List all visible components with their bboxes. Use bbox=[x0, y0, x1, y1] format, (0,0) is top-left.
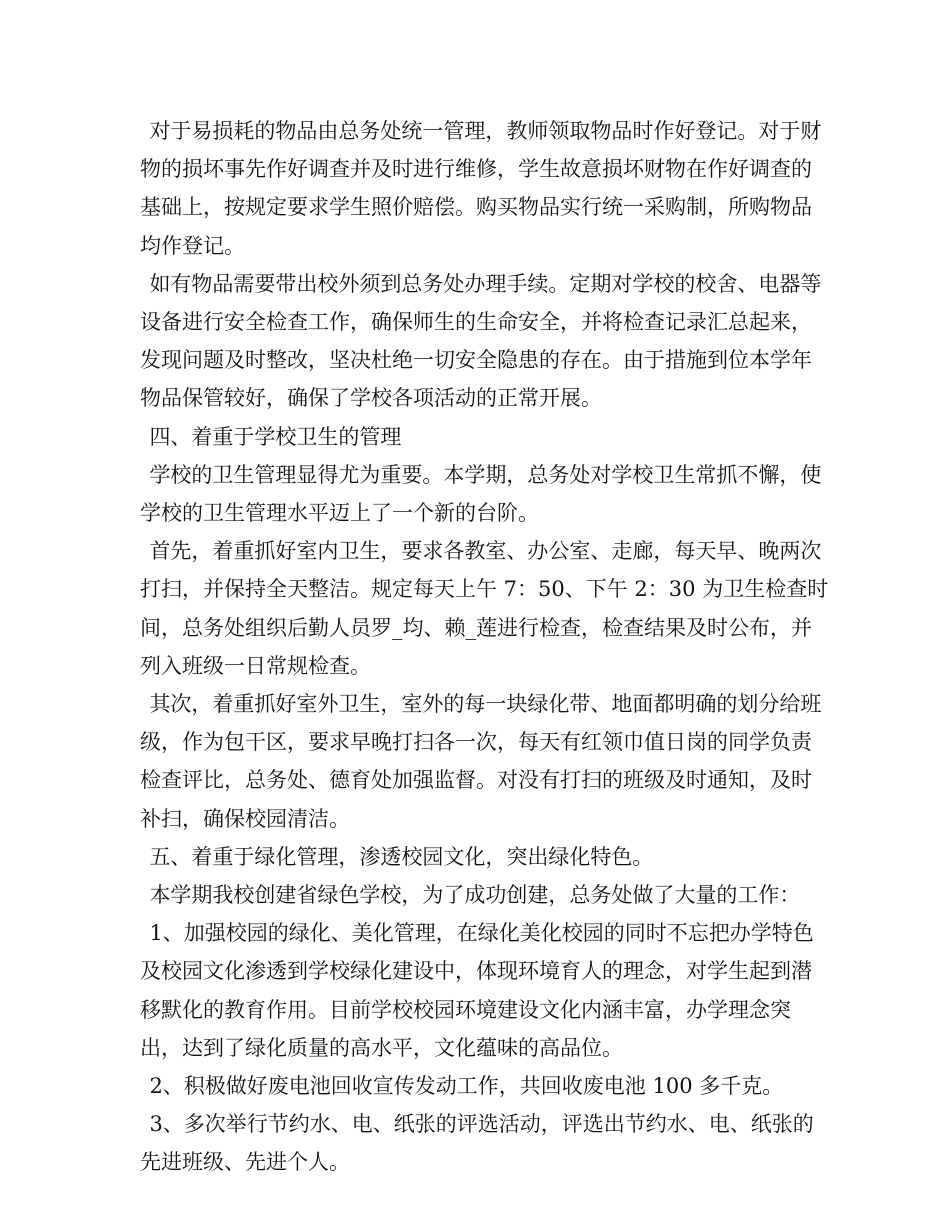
paragraph-safety-inspection: 如有物品需要带出校外须到总务处办理手续。定期对学校的校舍、电器等设备进行安全检查工作，确保师生的生命安全，并将检查记录汇总起来，发现问题及时整改，坚决杜绝一切安全隐患的存在。由于措施到位本学年物品保管较好，确保了学校各项活动的正常开展。 bbox=[140, 271, 822, 411]
section-heading-hygiene: 四、着重于学校卫生的管理 bbox=[149, 424, 402, 449]
document-body bbox=[140, 112, 830, 1182]
list-item-greening: 1、加强校园的绿化、美化管理，在绿化美化校园的同时不忘把办学特色及校园文化渗透到学校绿化建设中，体现环境育人的理念，对学生起到潜移默化的教育作用。目前学校校园环境建设文化内涵丰富，办学理念突出，达到了绿化质量的高水平，文化蕴味的高品位。 bbox=[140, 921, 814, 1060]
paragraph-hygiene-intro: 学校的卫生管理显得尤为重要。本学期，总务处对学校卫生常抓不懈，使学校的卫生管理水平迈上了一个新的台阶。 bbox=[140, 462, 822, 526]
section-heading-greening: 五、着重于绿化管理，渗透校园文化，突出绿化特色。 bbox=[149, 844, 654, 869]
list-item-battery-recycling: 2、积极做好废电池回收宣传发动工作，共回收废电池 100 多千克。 bbox=[149, 1074, 784, 1099]
paragraph-outdoor-hygiene: 其次，着重抓好室外卫生，室外的每一块绿化带、地面都明确的划分给班级，作为包干区，要求早晚打扫各一次，每天有红领巾值日岗的同学负责检查评比，总务处、德育处加强监督。对没有打扫的班级及时通知，及时补扫，确保校园清洁。 bbox=[140, 692, 822, 831]
paragraph-supplies-management: 对于易损耗的物品由总务处统一管理，教师领取物品时作好登记。对于财物的损坏事先作好调查并及时进行维修，学生故意损坏财物在作好调查的基础上，按规定要求学生照价赔偿。购买物品实行统一采购制，所购物品均作登记。 bbox=[140, 119, 822, 258]
paragraph-indoor-hygiene: 首先，着重抓好室内卫生，要求各教室、办公室、走廊，每天早、晚两次打扫，并保持全天整洁。规定每天上午 7：50、下午 2：30 为卫生检查时间，总务处组织后勤人员罗_均、赖_莲进行检查，检查结果及时公布，并列入班级一日常规检查。 bbox=[140, 539, 829, 678]
paragraph-green-school-intro: 本学期我校创建省绿色学校，为了成功创建，总务处做了大量的工作： bbox=[149, 883, 801, 908]
list-item-conservation-awards: 3、多次举行节约水、电、纸张的评选活动，评选出节约水、电、纸张的先进班级、先进个人。 bbox=[140, 1112, 814, 1175]
